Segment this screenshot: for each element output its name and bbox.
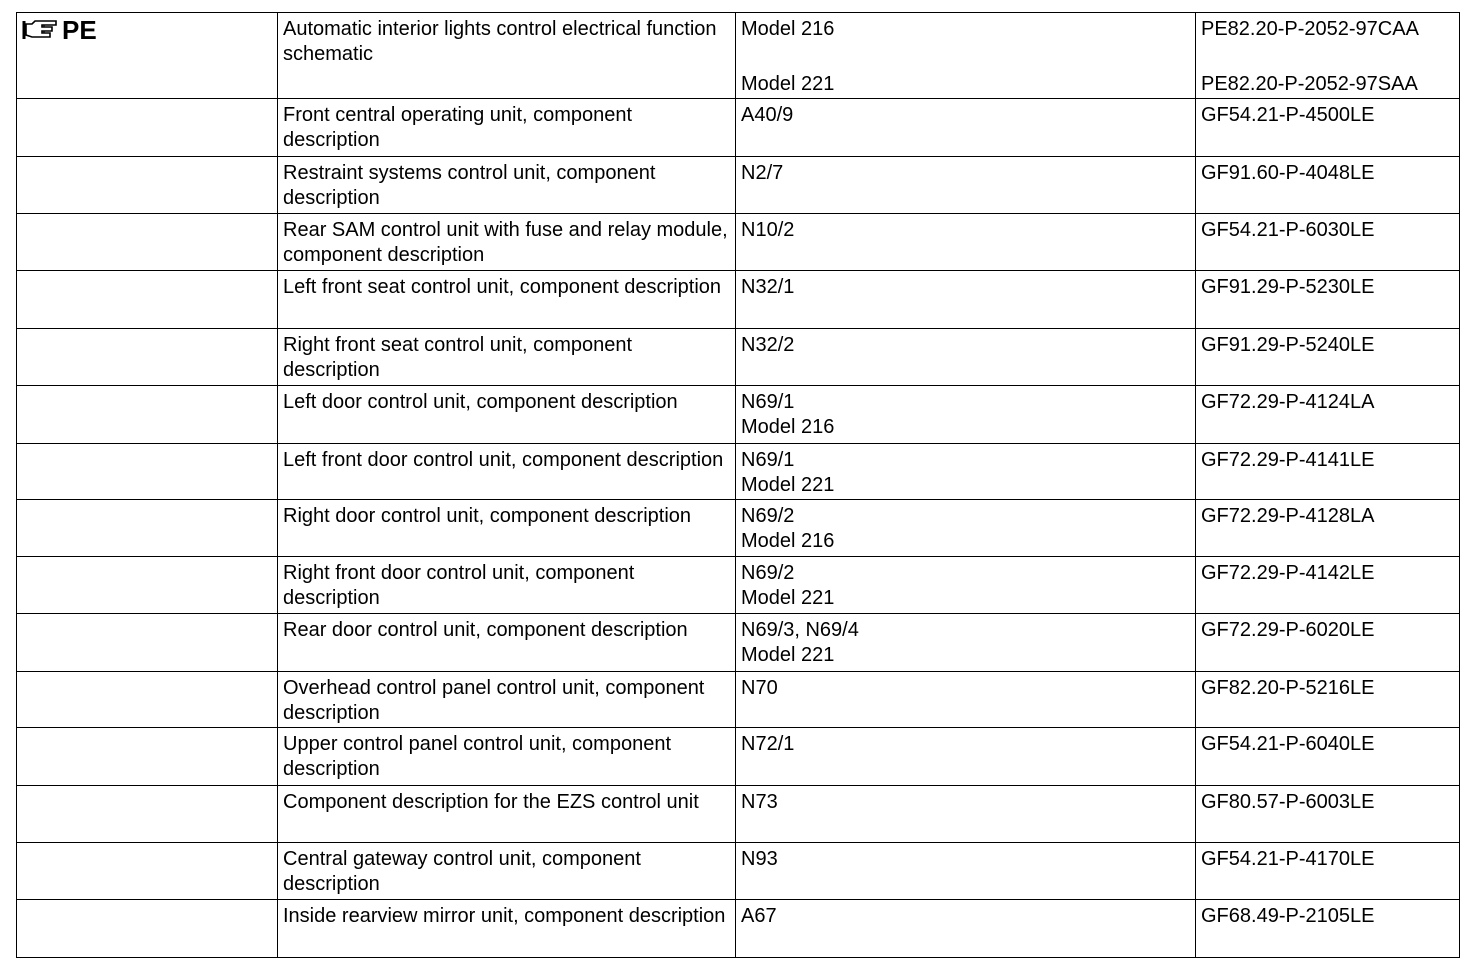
marker-cell	[17, 614, 278, 672]
document-ref[interactable]: GF54.21-P-4500LE	[1196, 99, 1460, 157]
table-row	[17, 157, 1460, 214]
component-code: N69/2	[741, 505, 795, 527]
table-row	[17, 329, 1460, 386]
code-cell	[736, 557, 1196, 614]
header-row	[17, 13, 1460, 99]
marker-cell	[17, 728, 278, 786]
description-cell: Upper control panel control unit, component description	[278, 728, 736, 786]
document-ref[interactable]: GF72.29-P-4124LA	[1196, 386, 1460, 444]
code-cell	[736, 614, 1196, 672]
code-cell	[736, 214, 1196, 271]
code-cell	[736, 444, 1196, 500]
table-row	[17, 843, 1460, 900]
document-ref[interactable]: GF72.29-P-4128LA	[1196, 500, 1460, 557]
marker-cell	[17, 157, 278, 214]
description-cell: Left front seat control unit, component description	[278, 271, 736, 329]
component-code: N93	[741, 848, 778, 870]
table-row	[17, 271, 1460, 329]
component-code: N73	[741, 791, 778, 813]
table-row	[17, 500, 1460, 557]
model-label: Model 221	[741, 644, 835, 666]
code-cell	[736, 157, 1196, 214]
table-row	[17, 557, 1460, 614]
header-doc-2[interactable]: PE82.20-P-2052-97SAA	[1201, 73, 1418, 95]
reference-table	[16, 12, 1460, 958]
description-cell: Rear door control unit, component description	[278, 614, 736, 672]
header-docs	[1196, 13, 1460, 99]
code-cell	[736, 728, 1196, 786]
model-label: Model 221	[741, 474, 835, 496]
description-cell: Rear SAM control unit with fuse and relay module, component description	[278, 214, 736, 271]
marker-cell	[17, 99, 278, 157]
code-cell	[736, 900, 1196, 958]
component-code: N2/7	[741, 162, 784, 184]
model-label: Model 221	[741, 587, 835, 609]
component-code: N32/1	[741, 276, 795, 298]
description-cell: Right front seat control unit, component description	[278, 329, 736, 386]
description-cell: Inside rearview mirror unit, component description	[278, 900, 736, 958]
marker-cell	[17, 500, 278, 557]
header-model-2: Model 221	[741, 73, 835, 95]
table-row	[17, 728, 1460, 786]
pe-marker	[22, 17, 97, 43]
model-label: Model 216	[741, 530, 835, 552]
description-cell: Right front door control unit, component description	[278, 557, 736, 614]
marker-cell	[17, 672, 278, 728]
document-ref[interactable]: GF91.29-P-5240LE	[1196, 329, 1460, 386]
marker-cell	[17, 13, 278, 99]
document-ref[interactable]: GF68.49-P-2105LE	[1196, 900, 1460, 958]
component-code: N69/2	[741, 562, 795, 584]
marker-cell	[17, 386, 278, 444]
document-ref[interactable]: GF91.60-P-4048LE	[1196, 157, 1460, 214]
code-cell	[736, 500, 1196, 557]
pointing-hand-icon	[22, 18, 60, 42]
description-cell: Restraint systems control unit, component description	[278, 157, 736, 214]
marker-cell	[17, 843, 278, 900]
component-code: N32/2	[741, 334, 795, 356]
header-doc-1[interactable]: PE82.20-P-2052-97CAA	[1201, 18, 1419, 40]
code-cell	[736, 386, 1196, 444]
table-row	[17, 386, 1460, 444]
table-row	[17, 900, 1460, 958]
description-cell: Left front door control unit, component description	[278, 444, 736, 500]
document-ref[interactable]: GF82.20-P-5216LE	[1196, 672, 1460, 728]
code-cell	[736, 329, 1196, 386]
document-ref[interactable]: GF80.57-P-6003LE	[1196, 786, 1460, 843]
table-row	[17, 444, 1460, 500]
pe-label: PE	[62, 15, 97, 45]
component-code: N69/1	[741, 449, 795, 471]
code-cell	[736, 99, 1196, 157]
document-ref[interactable]: GF72.29-P-4141LE	[1196, 444, 1460, 500]
component-code: N69/3, N69/4	[741, 619, 859, 641]
description-cell: Overhead control panel control unit, component description	[278, 672, 736, 728]
header-model-1: Model 216	[741, 18, 835, 40]
table-row	[17, 614, 1460, 672]
component-code: A67	[741, 905, 777, 927]
marker-cell	[17, 329, 278, 386]
code-cell	[736, 672, 1196, 728]
model-label: Model 216	[741, 416, 835, 438]
component-code: N72/1	[741, 733, 795, 755]
table-row	[17, 672, 1460, 728]
marker-cell	[17, 271, 278, 329]
document-ref[interactable]: GF54.21-P-6030LE	[1196, 214, 1460, 271]
description-cell: Right door control unit, component description	[278, 500, 736, 557]
description-cell: Front central operating unit, component description	[278, 99, 736, 157]
component-code: N10/2	[741, 219, 795, 241]
code-cell	[736, 843, 1196, 900]
table-row	[17, 214, 1460, 271]
document-ref[interactable]: GF72.29-P-4142LE	[1196, 557, 1460, 614]
marker-cell	[17, 557, 278, 614]
description-cell: Central gateway control unit, component description	[278, 843, 736, 900]
header-models	[736, 13, 1196, 99]
document-ref[interactable]: GF54.21-P-6040LE	[1196, 728, 1460, 786]
table-row	[17, 786, 1460, 843]
document-ref[interactable]: GF54.21-P-4170LE	[1196, 843, 1460, 900]
marker-cell	[17, 786, 278, 843]
marker-cell	[17, 214, 278, 271]
marker-cell	[17, 444, 278, 500]
marker-cell	[17, 900, 278, 958]
description-cell: Component description for the EZS control unit	[278, 786, 736, 843]
table-row	[17, 99, 1460, 157]
header-title: Automatic interior lights control electrical function schematic	[278, 13, 736, 99]
description-cell: Left door control unit, component description	[278, 386, 736, 444]
component-code: N70	[741, 677, 778, 699]
code-cell	[736, 786, 1196, 843]
code-cell	[736, 271, 1196, 329]
document-ref[interactable]: GF91.29-P-5230LE	[1196, 271, 1460, 329]
document-ref[interactable]: GF72.29-P-6020LE	[1196, 614, 1460, 672]
component-code: A40/9	[741, 104, 794, 126]
component-code: N69/1	[741, 391, 795, 413]
